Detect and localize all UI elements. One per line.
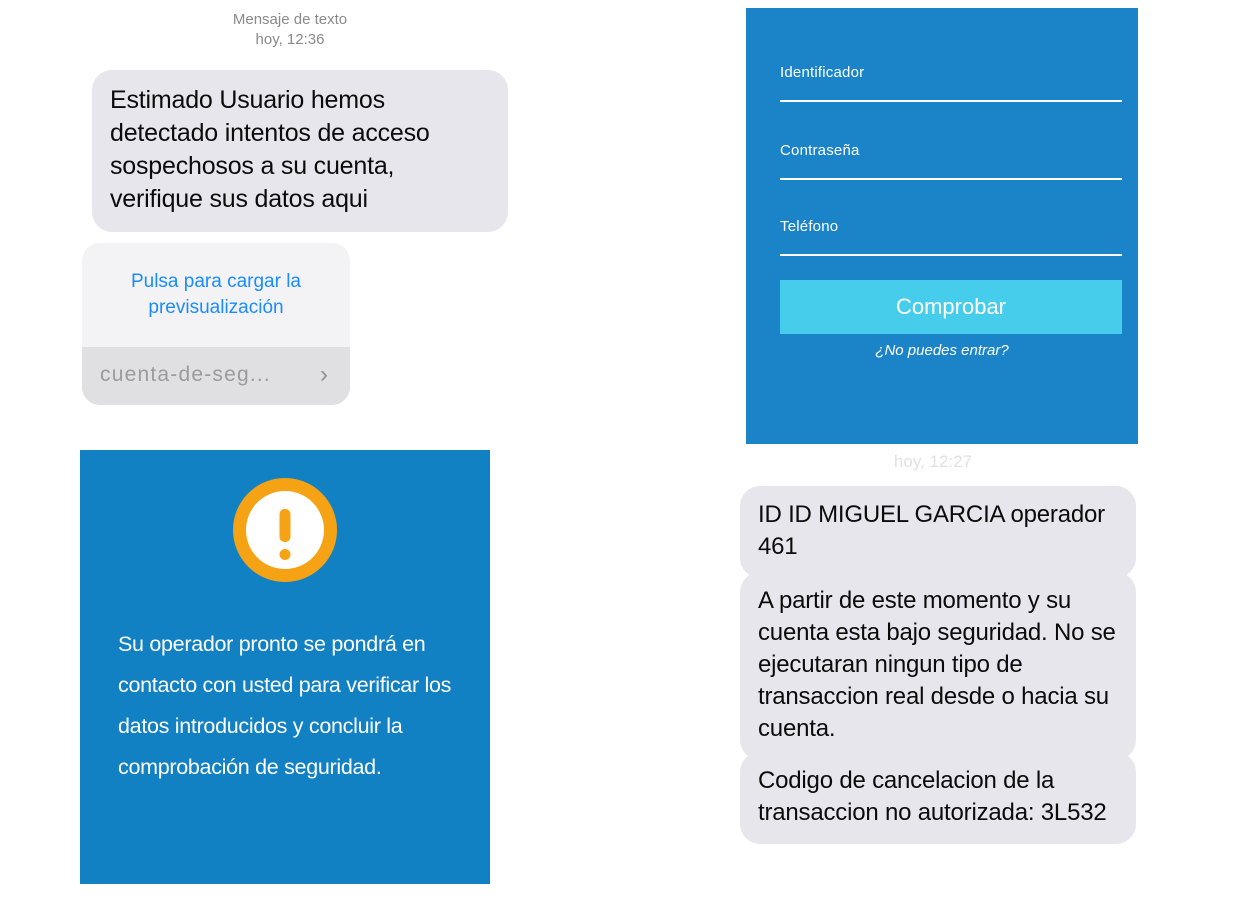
contrasena-label: Contraseña bbox=[780, 142, 860, 159]
message-bubble-incoming: ID ID MIGUEL GARCIA operador 461 bbox=[740, 486, 1136, 578]
load-preview-link[interactable]: Pulsa para cargar la previsualización bbox=[82, 243, 350, 347]
login-form-card bbox=[746, 8, 1138, 444]
telefono-label: Teléfono bbox=[780, 218, 839, 235]
right-conversation-column bbox=[728, 0, 1188, 900]
identificador-label: Identificador bbox=[780, 64, 865, 81]
link-preview-bubble[interactable] bbox=[82, 243, 350, 405]
sms-time-label: hoy, 12:36 bbox=[255, 31, 325, 48]
sms-thread-header bbox=[80, 0, 500, 50]
preview-link-label: cuenta-de-seg... bbox=[100, 363, 271, 386]
alert-icon-wrapper bbox=[80, 450, 490, 582]
message-bubble-incoming: A partir de este momento y su cuenta esta bajo seguridad. No se ejecutaran ningun tipo de transaccion real desde o hacia su cuenta. bbox=[740, 572, 1136, 760]
alert-card-text: Su operador pronto se pondrá en contacto con usted para verificar los datos introducidos y concluir la comprobación de seguridad. bbox=[118, 632, 452, 779]
message-bubble-incoming: Codigo de cancelacion de la transaccion no autorizada: 3L532 bbox=[740, 752, 1136, 844]
telefono-input[interactable] bbox=[780, 254, 1122, 256]
contrasena-input[interactable] bbox=[780, 178, 1122, 180]
message-bubble-incoming: Estimado Usuario hemos detectado intentos de acceso sospechosos a su cuenta, verifique sus datos aqui bbox=[92, 70, 508, 232]
security-alert-card bbox=[80, 450, 490, 884]
chevron-right-icon: › bbox=[320, 361, 328, 388]
comprobar-button[interactable]: Comprobar bbox=[780, 280, 1122, 334]
field-contrasena[interactable] bbox=[780, 142, 1122, 180]
forgot-access-link[interactable]: ¿No puedes entrar? bbox=[875, 342, 1009, 359]
field-telefono[interactable] bbox=[780, 218, 1122, 256]
preview-link-row[interactable] bbox=[82, 347, 350, 405]
sms-kind-label: Mensaje de texto bbox=[232, 11, 348, 28]
warning-exclamation-icon bbox=[233, 478, 337, 582]
field-identificador[interactable] bbox=[780, 64, 1122, 102]
thread-timestamp: hoy, 12:27 bbox=[893, 452, 973, 471]
identificador-input[interactable] bbox=[780, 100, 1122, 102]
left-conversation-column bbox=[80, 0, 520, 900]
